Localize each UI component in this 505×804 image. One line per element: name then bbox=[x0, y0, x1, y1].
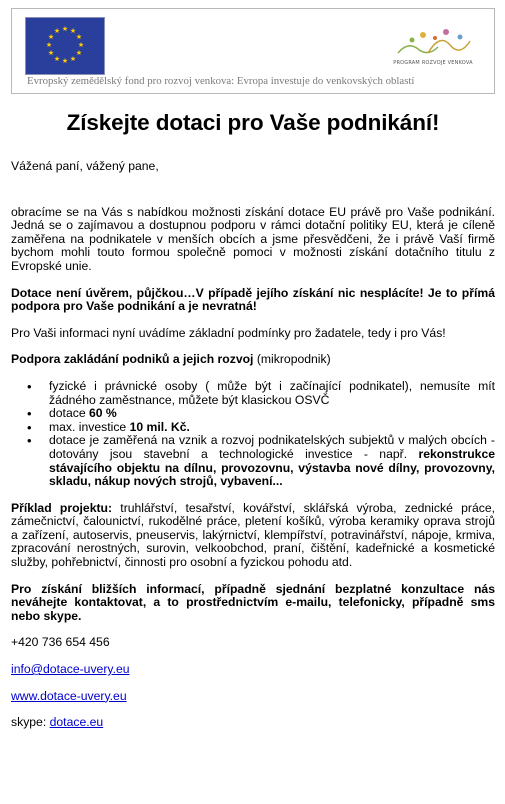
svg-text:★: ★ bbox=[75, 34, 83, 41]
list-item bbox=[49, 421, 495, 435]
letter-body bbox=[11, 110, 495, 730]
svg-text:★: ★ bbox=[53, 56, 61, 63]
info-line: Pro Vaši informaci nyní uvádíme základní podmínky pro žadatele, tedy i pro Vás! bbox=[11, 325, 446, 340]
example-bold: rekonstrukce stávajícího objektu na dílnu, provozovnu, výstavba nové dílny, provozovny, skladu, nákup nových strojů, vybavení... bbox=[49, 446, 495, 489]
page-title: Získejte dotaci pro Vaše podnikání! bbox=[66, 110, 440, 135]
intro-paragraph: obracíme se na Vás s nabídkou možnosti získání dotace EU právě pro Vaše podnikání. Jedná se o zajímavou a dostupnou podporu v rámci dotační politiky EU, která je cíleně zaměřena na podnikatele v menších obcích a jsme přesvědčeni, že i právě Vaší firmě bychom mohli touto formou společně pomoci v možnosti získání dotačního titulu z Evropské unie. bbox=[11, 204, 495, 273]
conditions-list bbox=[11, 380, 495, 489]
rural-development-logo-text: PROGRAM ROZVOJE VENKOVA bbox=[393, 60, 473, 66]
svg-text:★: ★ bbox=[69, 28, 77, 35]
dotace-value: 60 % bbox=[88, 406, 117, 421]
emphasis-text: Dotace není úvěrem, půjčkou…V případě jejího získání nic nesplácíte! Je to přímá podpora pro Vaše podnikání a je nevratná! bbox=[11, 285, 495, 314]
eu-flag-icon bbox=[25, 17, 105, 75]
skype-label: skype: bbox=[11, 715, 50, 730]
svg-text:★: ★ bbox=[69, 56, 77, 63]
emphasis-paragraph bbox=[11, 287, 495, 314]
contact-prompt-text: Pro získání bližších informací, případně sjednání bezplatné konzultace nás neváhejte kontaktovat, a to prostřednictvím e-mailu, telefonicky, případně sms nebo skype. bbox=[11, 581, 495, 623]
list-item: • fyzické i právnické osoby ( může být i začínající podnikatel), nemusíte mít žádného zaměstnance, můžete být klasickou OSVČ bbox=[49, 380, 495, 407]
svg-text:★: ★ bbox=[47, 50, 55, 57]
project-label: Příklad projektu: bbox=[11, 500, 113, 515]
list-item-text: dotace je zaměřená na vznik a rozvoj podnikatelských subjektů v malých obcích - dotovány jsou stavební a technologické investice - např. bbox=[49, 433, 495, 461]
svg-text:★: ★ bbox=[75, 50, 83, 57]
support-heading bbox=[11, 353, 495, 367]
svg-text:★: ★ bbox=[45, 42, 53, 49]
list-item-text: dotace bbox=[49, 406, 89, 421]
contact-prompt bbox=[11, 583, 495, 624]
banner-caption: Evropský zemědělský fond pro rozvoj venkova: Evropa investuje do venkovských oblastí bbox=[27, 75, 415, 87]
greeting: Vážená paní, vážený pane, bbox=[11, 159, 159, 173]
phone-number: +420 736 654 456 bbox=[11, 635, 110, 650]
investice-value: 10 mil. Kč. bbox=[129, 419, 190, 434]
svg-text:★: ★ bbox=[61, 26, 69, 33]
svg-text:★: ★ bbox=[53, 28, 61, 35]
support-heading-note: (mikropodnik) bbox=[253, 352, 331, 367]
list-item-text: max. investice bbox=[49, 419, 130, 434]
email-link[interactable]: info@dotace-uvery.eu bbox=[11, 662, 130, 677]
email-line bbox=[11, 663, 495, 677]
website-line bbox=[11, 690, 495, 704]
eu-banner bbox=[11, 8, 495, 94]
svg-text:★: ★ bbox=[77, 42, 85, 49]
rural-development-logo bbox=[388, 23, 478, 73]
list-item bbox=[49, 407, 495, 421]
svg-text:★: ★ bbox=[61, 58, 69, 65]
skype-line bbox=[11, 716, 495, 730]
list-item bbox=[49, 434, 495, 488]
svg-text:★: ★ bbox=[47, 34, 55, 41]
project-text: truhlářství, tesařství, kovářství, sklářská výroba, zednické práce, zámečnictví, čalounictví, rukodělné práce, pletení košíků, výroba keramiky oprava strojů a zařízení, autoservis, pneuservis, lakýrnictví, klempířství, potravinářství, nápoje, krmiva, zpracování nerostných, surovin, velkoobchod, praní, čištění, kadeřnické a kosmetické služby, pohřebnictví, činnosti pro osobní a fyzickou pohodu atd. bbox=[11, 500, 495, 570]
skype-link[interactable]: dotace.eu bbox=[49, 715, 104, 730]
support-heading-bold: Podpora zakládání podniků a jejich rozvoj bbox=[11, 352, 254, 367]
project-paragraph bbox=[11, 502, 495, 570]
website-link[interactable]: www.dotace-uvery.eu bbox=[11, 688, 127, 703]
